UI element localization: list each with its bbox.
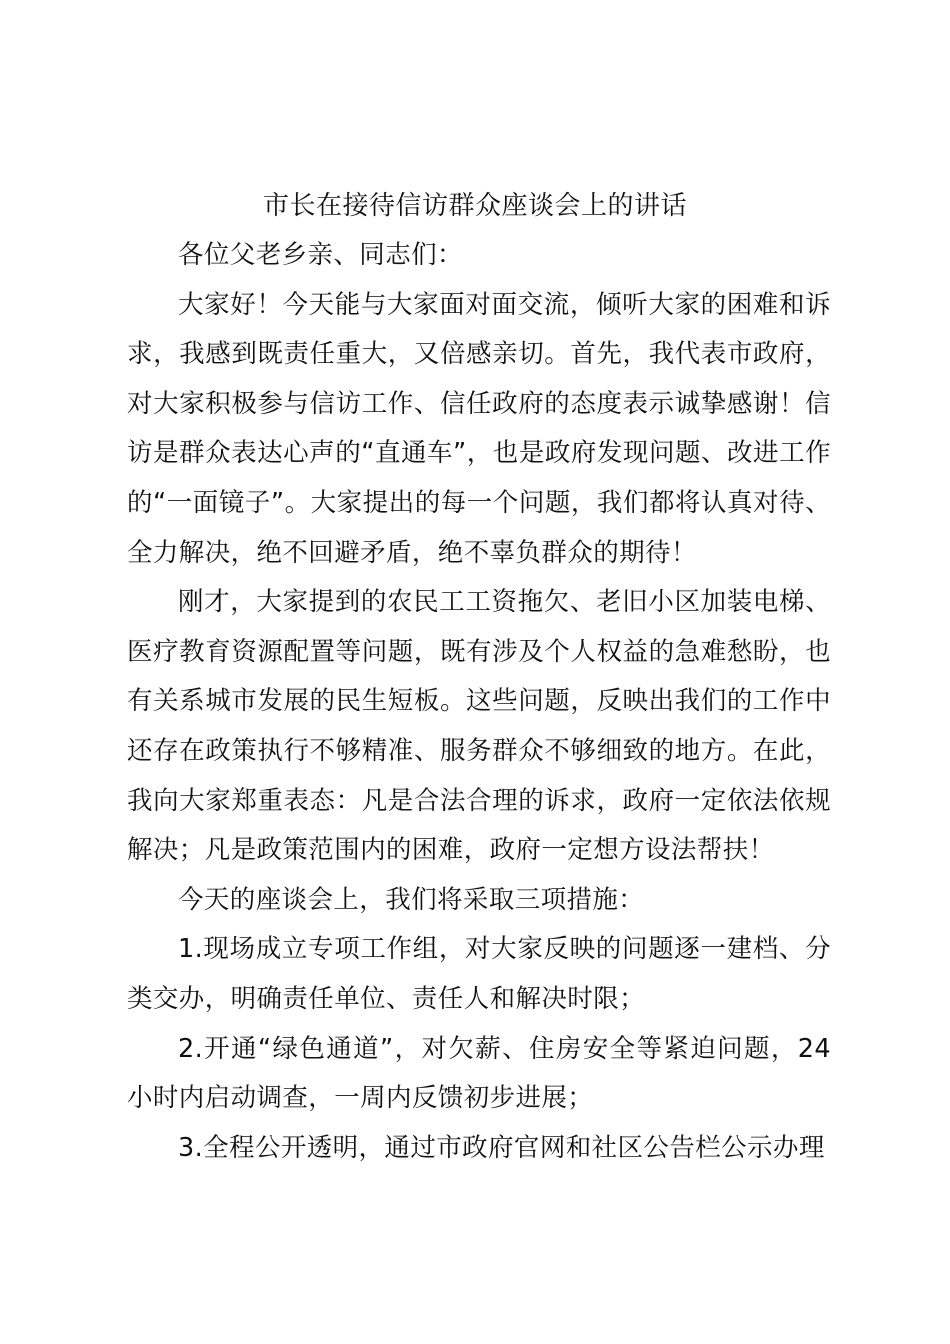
measure-item-3: 3.全程公开透明，通过市政府官网和社区公告栏公示办理 [178,1132,825,1163]
document-title: 市长在接待信访群众座谈会上的讲话 [262,191,687,221]
paragraph-issues: 刚才，大家提到的农民工工资拖欠、老旧小区加装电梯、医疗教育资源配置等问题，既有涉及个人权益的急难愁盼，也有关系城市发展的民生短板。这些问题，反映出我们的工作中还存在政策执行不够精准、服务群众不够细致的地方。在此，我向大家郑重表态：凡是合法合理的诉求，政府一定依法依规解决；凡是政策范围内的困难，政府一定想方设法帮扶！ [127,587,831,866]
document-body [127,231,831,1173]
salutation: 各位父老乡亲、同志们： [178,240,463,270]
paragraph-greeting: 大家好！今天能与大家面对面交流，倾听大家的困难和诉求，我感到既责任重大，又倍感亲切。首先，我代表市政府，对大家积极参与信访工作、信任政府的态度表示诚挚感谢！信访是群众表达心声的“直通车”，也是政府发现问题、改进工作的“一面镜子”。大家提出的每一个问题，我们都将认真对待、全力解决，绝不回避矛盾，绝不辜负群众的期待！ [127,289,831,568]
paragraph-measures-intro: 今天的座谈会上，我们将采取三项措施： [178,884,645,915]
measure-item-2: 2.开通“绿色通道”，对欠薪、住房安全等紧迫问题，24小时内启动调查，一周内反馈初步进展； [127,1033,831,1114]
measure-item-1: 1.现场成立专项工作组，对大家反映的问题逐一建档、分类交办，明确责任单位、责任人和解决时限； [127,934,831,1014]
